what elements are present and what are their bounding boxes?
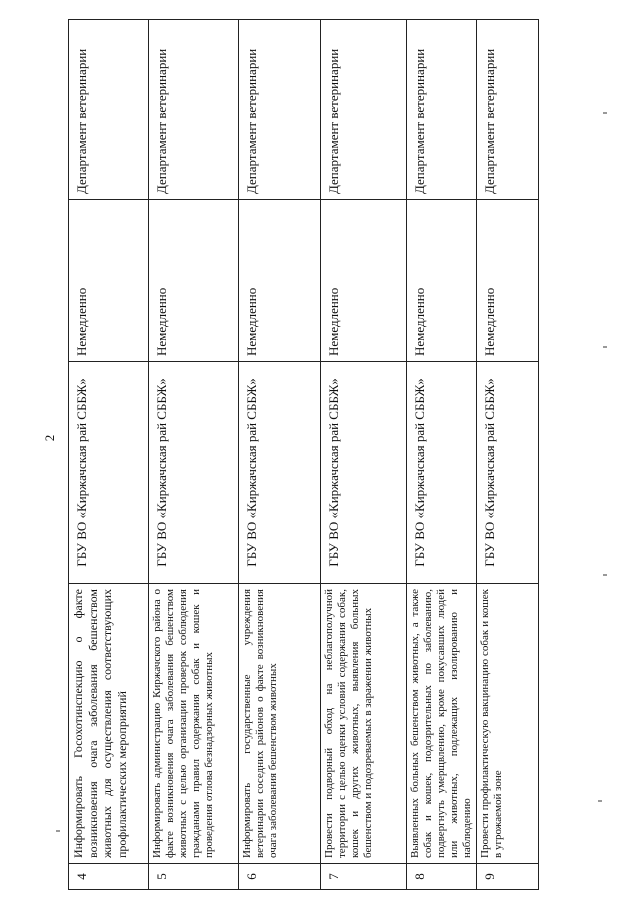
action-cell: Информировать администрацию Киржачского района о факте возникновения очага заболевания бешенством животных с целью организации проверок соблюдения гражданами правил содержания собак и кошек и проведения отлова безнадзорных животных	[149, 584, 239, 864]
executor-cell: ГБУ ВО «Киржачская рай СББЖ»	[69, 362, 149, 584]
row-number: 5	[149, 864, 239, 890]
control-cell: Департамент ветеринарии	[239, 20, 321, 200]
scan-speck	[56, 830, 60, 832]
executor-cell: ГБУ ВО «Киржачская рай СББЖ»	[407, 362, 477, 584]
scan-speck	[603, 112, 607, 114]
executor-cell: ГБУ ВО «Киржачская рай СББЖ»	[239, 362, 321, 584]
term-cell: Немедленно	[321, 200, 407, 362]
scan-speck	[598, 800, 602, 802]
table-row	[407, 20, 477, 890]
term-cell: Немедленно	[477, 200, 539, 362]
action-cell: Информировать государственные учреждения ветеринарии соседних районов о факте возникновения очага заболевания бешенством животных	[239, 584, 321, 864]
control-cell: Департамент ветеринарии	[321, 20, 407, 200]
control-cell: Департамент ветеринарии	[149, 20, 239, 200]
measures-table	[68, 19, 539, 890]
table-row	[477, 20, 539, 890]
table-row	[321, 20, 407, 890]
control-cell: Департамент ветеринарии	[69, 20, 149, 200]
action-cell: Выявленных больных бешенством животных, а также собак и кошек, подозрительных по заболеванию, подвергнуть умерщвлению, кроме покусавших людей или животных, подлежащих изолированию и наблюдению	[407, 584, 477, 864]
action-cell: Провести подворный обход на неблагополучной территории с целью оценки условий содержания собак, кошек и других животных, выявления больных бешенством и подозреваемых в заражении животных	[321, 584, 407, 864]
executor-cell: ГБУ ВО «Киржачская рай СББЖ»	[321, 362, 407, 584]
table-row	[149, 20, 239, 890]
scan-speck	[603, 346, 607, 348]
row-number: 9	[477, 864, 539, 890]
action-cell: Провести профилактическую вакцинацию собак и кошек в угрожаемой зоне	[477, 584, 539, 864]
control-cell: Департамент ветеринарии	[477, 20, 539, 200]
executor-cell: ГБУ ВО «Киржачская рай СББЖ»	[149, 362, 239, 584]
row-number: 7	[321, 864, 407, 890]
control-cell: Департамент ветеринарии	[407, 20, 477, 200]
term-cell: Немедленно	[239, 200, 321, 362]
row-number: 4	[69, 864, 149, 890]
term-cell: Немедленно	[407, 200, 477, 362]
term-cell: Немедленно	[69, 200, 149, 362]
rotated-table-container	[68, 20, 538, 890]
row-number: 8	[407, 864, 477, 890]
scan-speck	[603, 574, 607, 576]
action-cell: Информировать Госохотинспекцию о факте возникновения очага заболевания бешенством животных для осуществления соответствующих профилактических мероприятий	[69, 584, 149, 864]
page-number: 2	[42, 434, 57, 442]
table-row	[239, 20, 321, 890]
term-cell: Немедленно	[149, 200, 239, 362]
table-row	[69, 20, 149, 890]
row-number: 6	[239, 864, 321, 890]
executor-cell: ГБУ ВО «Киржачская рай СББЖ»	[477, 362, 539, 584]
